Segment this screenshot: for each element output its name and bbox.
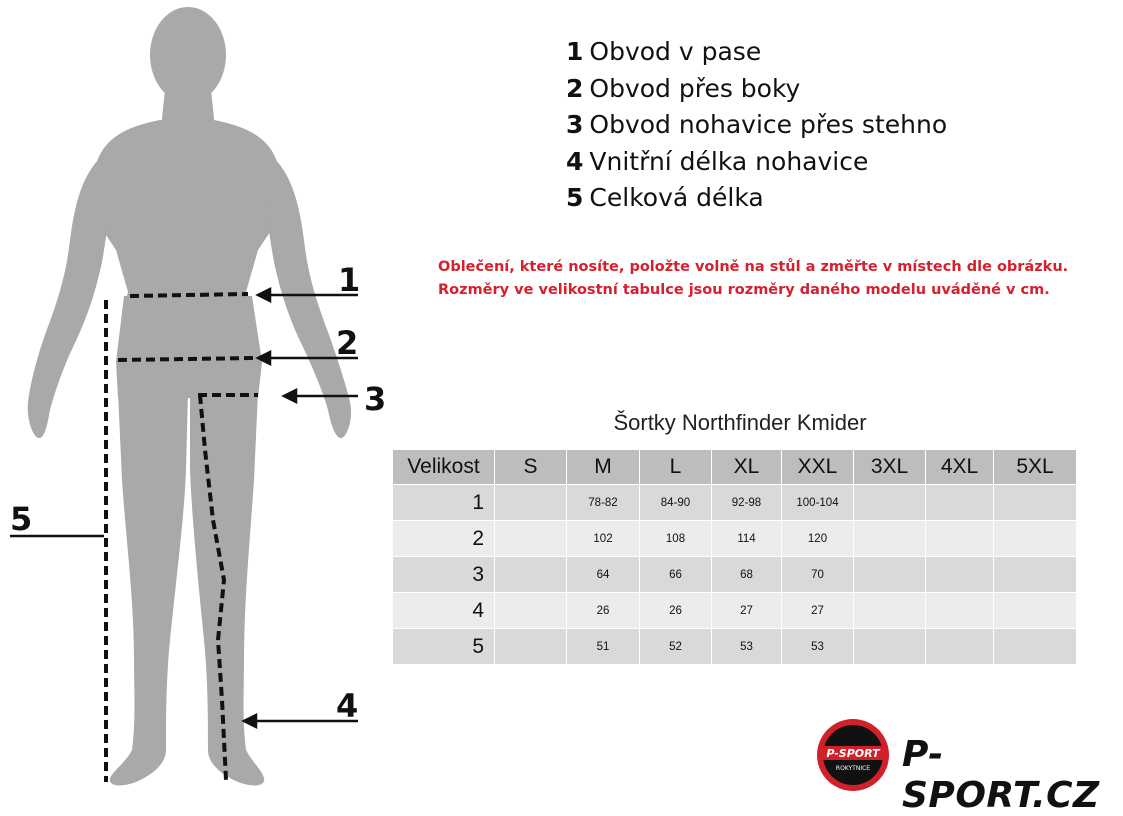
body-measurement-figure [0,0,400,794]
size-value-cell: 52 [640,629,712,665]
size-header-cell: 4XL [926,450,994,485]
legend-label: Celková délka [589,183,764,212]
marker-4: 4 [336,687,359,725]
legend-label: Obvod nohavice přes stehno [589,110,948,139]
size-header-cell: XL [712,450,782,485]
badge-top-text: P-SPORT [826,747,880,760]
size-value-cell [854,521,926,557]
legend-number: 3 [566,110,584,139]
size-header-cell: 5XL [994,450,1077,485]
instruction-line: Rozměry ve velikostní tabulce jsou rozměry daného modelu uváděné v cm. [438,282,1050,298]
row-measurement-number: 5 [393,629,495,665]
legend-number: 2 [566,73,584,103]
row-measurement-number: 4 [393,593,495,629]
measurement-legend [566,34,947,217]
size-value-cell [926,485,994,521]
legend-item [566,34,947,71]
size-value-cell [854,485,926,521]
size-value-cell: 53 [782,629,854,665]
size-value-cell [495,557,567,593]
size-table-row [393,485,1077,521]
marker-3: 3 [364,380,387,418]
size-value-cell: 51 [567,629,640,665]
size-value-cell: 64 [567,557,640,593]
marker-2: 2 [336,324,359,362]
legend-item [566,71,947,108]
legend-label: Obvod přes boky [589,73,801,103]
size-value-cell: 53 [712,629,782,665]
size-value-cell: 27 [712,593,782,629]
size-value-cell: 84-90 [640,485,712,521]
size-value-cell [854,557,926,593]
size-value-cell: 120 [782,521,854,557]
size-value-cell: 27 [782,593,854,629]
size-value-cell: 66 [640,557,712,593]
size-value-cell: 100-104 [782,485,854,521]
size-value-cell: 26 [567,593,640,629]
size-table-row [393,521,1077,557]
size-value-cell [495,521,567,557]
size-value-cell [994,629,1077,665]
size-value-cell: 78-82 [567,485,640,521]
size-value-cell [495,485,567,521]
size-value-cell [926,557,994,593]
legend-item [566,180,947,217]
size-value-cell [926,629,994,665]
row-measurement-number: 2 [393,521,495,557]
size-value-cell [994,593,1077,629]
marker-5: 5 [10,500,33,538]
size-header-label: Velikost [393,450,495,485]
p-sport-wordmark: P-SPORT.CZ [902,734,1100,816]
size-header-cell: M [567,450,640,485]
measurement-instructions [438,256,1068,302]
size-value-cell: 102 [567,521,640,557]
marker-1: 1 [338,261,361,299]
legend-number: 4 [566,146,584,176]
legend-label: Vnitřní délka nohavice [589,146,869,176]
size-value-cell [994,521,1077,557]
row-measurement-number: 3 [393,557,495,593]
size-table-row [393,557,1077,593]
size-table-row [393,629,1077,665]
size-table-row [393,593,1077,629]
size-value-cell: 26 [640,593,712,629]
size-value-cell: 114 [712,521,782,557]
legend-number: 5 [566,183,584,212]
size-value-cell: 92-98 [712,485,782,521]
legend-number: 1 [566,37,584,66]
size-value-cell [994,485,1077,521]
size-header-cell: S [495,450,567,485]
size-value-cell [854,629,926,665]
legend-label: Obvod v pase [589,37,762,66]
size-header-row [393,450,1077,485]
size-value-cell [854,593,926,629]
size-header-cell: L [640,450,712,485]
size-table-title: Šortky Northfinder Kmider [613,410,867,435]
legend-item [566,144,947,181]
instruction-line: Oblečení, které nosíte, položte volně na stůl a změřte v místech dle obrázku. [438,259,1069,275]
row-measurement-number: 1 [393,485,495,521]
legend-item [566,107,947,144]
size-value-cell: 70 [782,557,854,593]
size-value-cell [495,629,567,665]
size-header-cell: 3XL [854,450,926,485]
size-table [392,449,1077,665]
size-value-cell [495,593,567,629]
size-header-cell: XXL [782,450,854,485]
size-value-cell: 68 [712,557,782,593]
badge-bottom-text: ROKYTNICE [835,765,871,772]
p-sport-badge-logo [816,718,890,792]
size-value-cell: 108 [640,521,712,557]
size-value-cell [926,593,994,629]
size-value-cell [994,557,1077,593]
size-value-cell [926,521,994,557]
